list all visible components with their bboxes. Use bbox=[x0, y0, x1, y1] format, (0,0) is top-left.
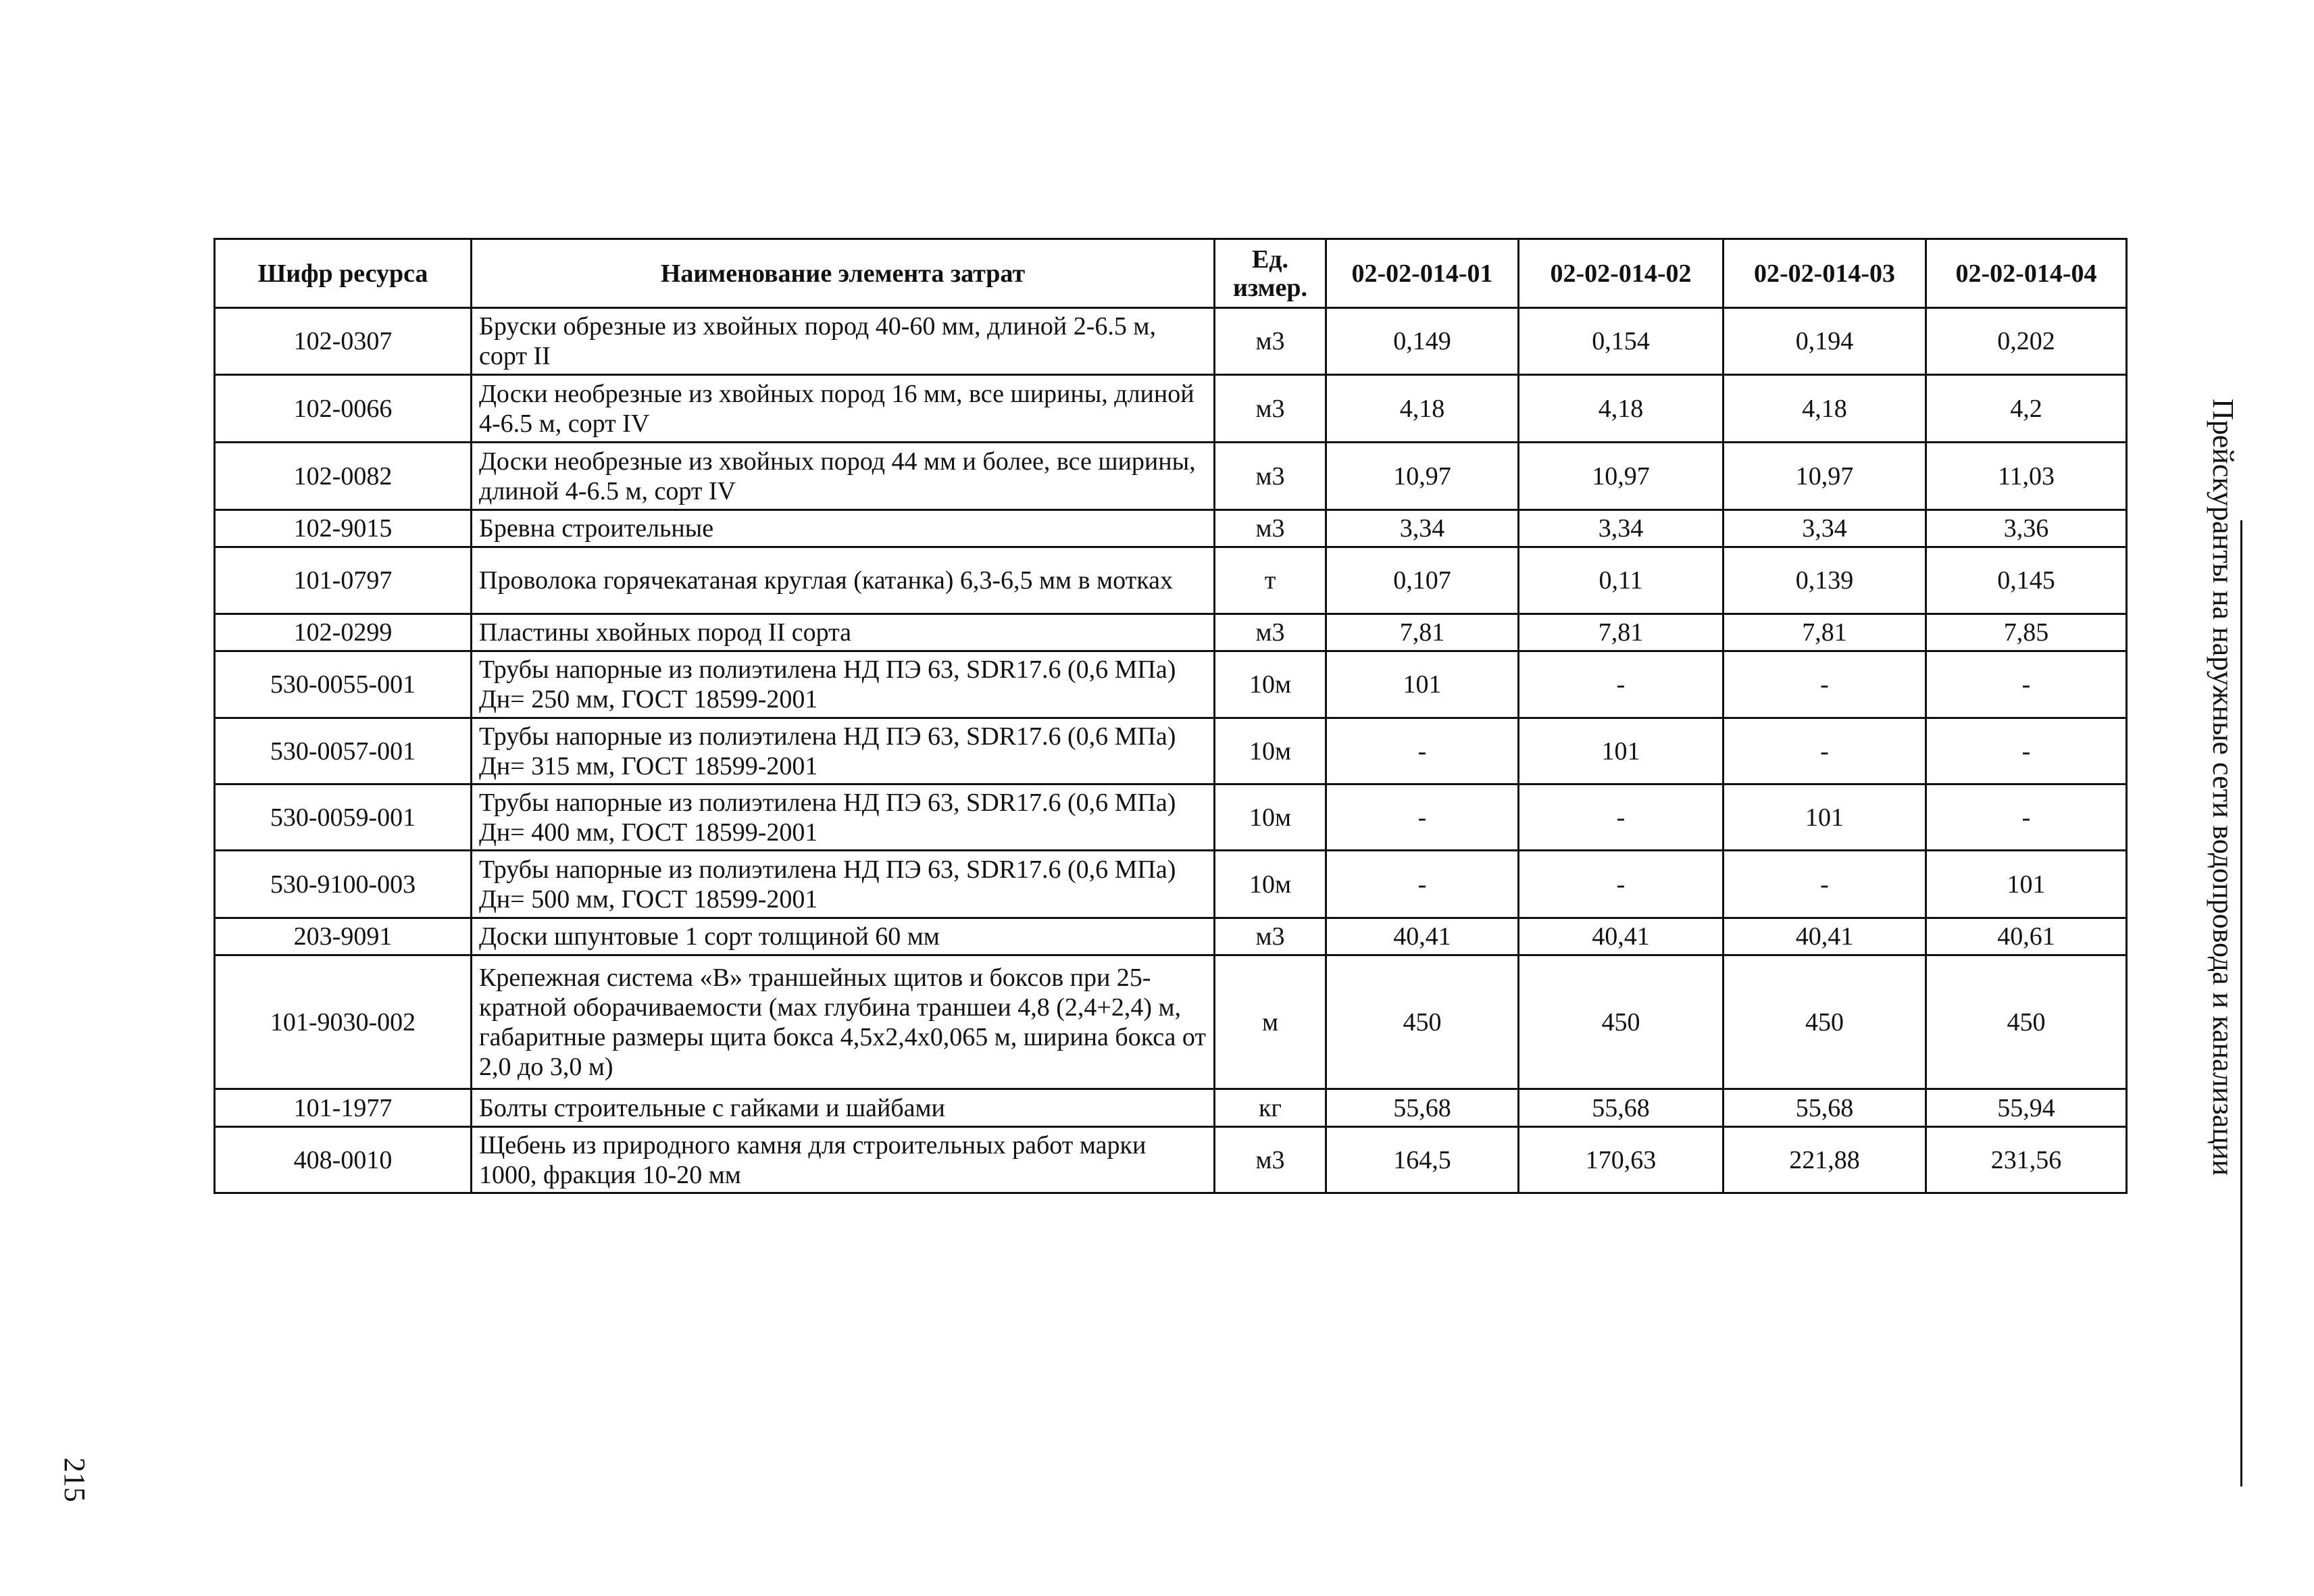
resource-code: 101-1977 bbox=[215, 1089, 472, 1127]
value-col1: 4,18 bbox=[1326, 375, 1519, 443]
value-col2: 10,97 bbox=[1519, 443, 1724, 510]
value-col1: 7,81 bbox=[1326, 614, 1519, 651]
page-number: 215 bbox=[58, 1457, 91, 1502]
table-row bbox=[215, 1089, 2127, 1127]
resource-code: 102-0066 bbox=[215, 375, 472, 443]
value-col3: 55,68 bbox=[1724, 1089, 1926, 1127]
value-col2: 4,18 bbox=[1519, 375, 1724, 443]
table-row bbox=[215, 614, 2127, 651]
value-col3: - bbox=[1724, 651, 1926, 718]
resource-unit: м3 bbox=[1215, 375, 1326, 443]
value-col3: - bbox=[1724, 718, 1926, 784]
header-name: Наименование элемента затрат bbox=[472, 239, 1215, 308]
resource-name: Доски необрезные из хвойных пород 44 мм и более, все ширины, длиной 4-6.5 м, сорт IV bbox=[472, 443, 1215, 510]
resource-code: 102-9015 bbox=[215, 510, 472, 547]
value-col1: 40,41 bbox=[1326, 918, 1519, 955]
table-header-row bbox=[215, 239, 2127, 308]
resource-code: 530-9100-003 bbox=[215, 851, 472, 918]
value-col3: - bbox=[1724, 851, 1926, 918]
resource-name: Трубы напорные из полиэтилена НД ПЭ 63, SDR17.6 (0,6 МПа) Дн= 400 мм, ГОСТ 18599-2001 bbox=[472, 784, 1215, 851]
value-col4: 231,56 bbox=[1926, 1127, 2127, 1193]
table-row bbox=[215, 918, 2127, 955]
value-col4: - bbox=[1926, 718, 2127, 784]
resource-unit: м3 bbox=[1215, 1127, 1326, 1193]
value-col1: 55,68 bbox=[1326, 1089, 1519, 1127]
resource-name: Пластины хвойных пород II сорта bbox=[472, 614, 1215, 651]
resource-code: 102-0299 bbox=[215, 614, 472, 651]
resource-unit: 10м bbox=[1215, 851, 1326, 918]
resource-unit: кг bbox=[1215, 1089, 1326, 1127]
value-col1: - bbox=[1326, 718, 1519, 784]
resource-unit: 10м bbox=[1215, 651, 1326, 718]
value-col2: 3,34 bbox=[1519, 510, 1724, 547]
value-col1: 0,107 bbox=[1326, 547, 1519, 614]
cost-table bbox=[213, 238, 2128, 1194]
header-code: Шифр ресурса bbox=[215, 239, 472, 308]
resource-unit: м3 bbox=[1215, 308, 1326, 375]
value-col2: - bbox=[1519, 851, 1724, 918]
side-title: Прейскуранты на наружные сети водопровода и канализации bbox=[2207, 399, 2240, 1176]
header-col2: 02-02-014-02 bbox=[1519, 239, 1724, 308]
table-row bbox=[215, 375, 2127, 443]
value-col2: 170,63 bbox=[1519, 1127, 1724, 1193]
value-col2: 7,81 bbox=[1519, 614, 1724, 651]
header-col1: 02-02-014-01 bbox=[1326, 239, 1519, 308]
resource-unit: м bbox=[1215, 955, 1326, 1089]
resource-unit: м3 bbox=[1215, 443, 1326, 510]
table-row bbox=[215, 784, 2127, 851]
value-col3: 221,88 bbox=[1724, 1127, 1926, 1193]
resource-code: 101-9030-002 bbox=[215, 955, 472, 1089]
table-row bbox=[215, 718, 2127, 784]
value-col1: 3,34 bbox=[1326, 510, 1519, 547]
value-col1: 101 bbox=[1326, 651, 1519, 718]
header-col3: 02-02-014-03 bbox=[1724, 239, 1926, 308]
value-col4: 11,03 bbox=[1926, 443, 2127, 510]
resource-code: 530-0057-001 bbox=[215, 718, 472, 784]
value-col1: 0,149 bbox=[1326, 308, 1519, 375]
header-unit bbox=[1215, 239, 1326, 308]
value-col3: 7,81 bbox=[1724, 614, 1926, 651]
resource-name: Крепежная система «В» траншейных щитов и боксов при 25-кратной оборачиваемости (мах глубина траншеи 4,8 (2,4+2,4) м, габаритные размеры щита бокса 4,5х2,4х0,065 м, ширина бокса от 2,0 до 3,0 м) bbox=[472, 955, 1215, 1089]
value-col3: 101 bbox=[1724, 784, 1926, 851]
value-col4: 0,202 bbox=[1926, 308, 2127, 375]
value-col3: 0,194 bbox=[1724, 308, 1926, 375]
resource-code: 102-0307 bbox=[215, 308, 472, 375]
resource-name: Доски необрезные из хвойных пород 16 мм, все ширины, длиной 4-6.5 м, сорт IV bbox=[472, 375, 1215, 443]
resource-name: Щебень из природного камня для строительных работ марки 1000, фракция 10-20 мм bbox=[472, 1127, 1215, 1193]
resource-code: 203-9091 bbox=[215, 918, 472, 955]
resource-code: 408-0010 bbox=[215, 1127, 472, 1193]
resource-name: Проволока горячекатаная круглая (катанка) 6,3-6,5 мм в мотках bbox=[472, 547, 1215, 614]
resource-unit: т bbox=[1215, 547, 1326, 614]
resource-unit: 10м bbox=[1215, 718, 1326, 784]
value-col4: 40,61 bbox=[1926, 918, 2127, 955]
resource-name: Бруски обрезные из хвойных пород 40-60 мм, длиной 2-6.5 м, сорт II bbox=[472, 308, 1215, 375]
value-col4: 0,145 bbox=[1926, 547, 2127, 614]
table-row bbox=[215, 510, 2127, 547]
resource-unit: м3 bbox=[1215, 614, 1326, 651]
value-col3: 0,139 bbox=[1724, 547, 1926, 614]
value-col1: 450 bbox=[1326, 955, 1519, 1089]
resource-name: Доски шпунтовые 1 сорт толщиной 60 мм bbox=[472, 918, 1215, 955]
value-col1: 164,5 bbox=[1326, 1127, 1519, 1193]
value-col3: 10,97 bbox=[1724, 443, 1926, 510]
value-col2: 0,154 bbox=[1519, 308, 1724, 375]
resource-name: Трубы напорные из полиэтилена НД ПЭ 63, SDR17.6 (0,6 МПа) Дн= 250 мм, ГОСТ 18599-2001 bbox=[472, 651, 1215, 718]
value-col1: - bbox=[1326, 851, 1519, 918]
table-row bbox=[215, 851, 2127, 918]
table-row bbox=[215, 308, 2127, 375]
value-col2: 450 bbox=[1519, 955, 1724, 1089]
value-col2: - bbox=[1519, 651, 1724, 718]
value-col3: 450 bbox=[1724, 955, 1926, 1089]
header-unit-line2: измер. bbox=[1232, 273, 1307, 302]
value-col2: 0,11 bbox=[1519, 547, 1724, 614]
resource-unit: м3 bbox=[1215, 918, 1326, 955]
resource-name: Бревна строительные bbox=[472, 510, 1215, 547]
value-col1: 10,97 bbox=[1326, 443, 1519, 510]
value-col4: 4,2 bbox=[1926, 375, 2127, 443]
resource-code: 530-0055-001 bbox=[215, 651, 472, 718]
value-col2: - bbox=[1519, 784, 1724, 851]
resource-unit: 10м bbox=[1215, 784, 1326, 851]
table-row bbox=[215, 1127, 2127, 1193]
value-col4: 3,36 bbox=[1926, 510, 2127, 547]
resource-code: 101-0797 bbox=[215, 547, 472, 614]
header-unit-line1: Ед. bbox=[1251, 245, 1289, 274]
resource-unit: м3 bbox=[1215, 510, 1326, 547]
value-col1: - bbox=[1326, 784, 1519, 851]
value-col4: 101 bbox=[1926, 851, 2127, 918]
table-row bbox=[215, 651, 2127, 718]
table-row bbox=[215, 443, 2127, 510]
resource-name: Трубы напорные из полиэтилена НД ПЭ 63, SDR17.6 (0,6 МПа) Дн= 500 мм, ГОСТ 18599-2001 bbox=[472, 851, 1215, 918]
value-col3: 40,41 bbox=[1724, 918, 1926, 955]
resource-code: 530-0059-001 bbox=[215, 784, 472, 851]
value-col4: 450 bbox=[1926, 955, 2127, 1089]
value-col2: 40,41 bbox=[1519, 918, 1724, 955]
resource-name: Болты строительные с гайками и шайбами bbox=[472, 1089, 1215, 1127]
resource-code: 102-0082 bbox=[215, 443, 472, 510]
value-col3: 4,18 bbox=[1724, 375, 1926, 443]
value-col2: 101 bbox=[1519, 718, 1724, 784]
value-col2: 55,68 bbox=[1519, 1089, 1724, 1127]
table-row bbox=[215, 955, 2127, 1089]
header-col4: 02-02-014-04 bbox=[1926, 239, 2127, 308]
value-col4: 55,94 bbox=[1926, 1089, 2127, 1127]
resource-name: Трубы напорные из полиэтилена НД ПЭ 63, SDR17.6 (0,6 МПа) Дн= 315 мм, ГОСТ 18599-2001 bbox=[472, 718, 1215, 784]
table-row bbox=[215, 547, 2127, 614]
value-col4: 7,85 bbox=[1926, 614, 2127, 651]
value-col3: 3,34 bbox=[1724, 510, 1926, 547]
value-col4: - bbox=[1926, 651, 2127, 718]
value-col4: - bbox=[1926, 784, 2127, 851]
